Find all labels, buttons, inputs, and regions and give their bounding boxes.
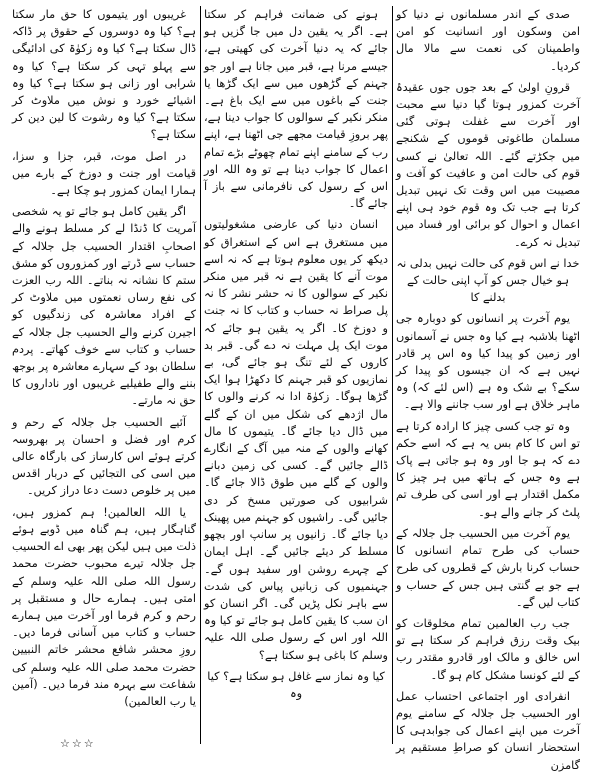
column-right — [392, 6, 584, 772]
end-ornament: ☆☆☆ — [60, 737, 96, 750]
paragraph: وہ تو جب کسی چیز کا ارادہ کرتا ہے تو اس کا کام بس یہ ہے کہ اسے حکم دے کہ ہو جا اور وہ ہو جاتی ہے پاک ہے وہ جس کے ہاتھ میں ہر چیز کا مکمل اقتدار ہے اور اسی کی طرف تم پلٹ کر جانے والے ہو۔ — [396, 419, 580, 519]
column-left — [8, 6, 200, 760]
paragraph: یوم آخرت پر انسانوں کو دوبارہ جی اٹھنا بلاشبہ ہے کیا وہ جس نے آسمانوں اور زمین کو پیدا کیا وہ اس پر قادر نہیں ہے کہ ان جیسوں کو پیدا کر سکے؟ بے شک وہ ہے (اس لئے کہ) وہ ماہر خلاق ہے اور سب جاننے والا ہے۔ — [396, 312, 580, 412]
paragraph: غریبوں اور یتیموں کا حق مار سکتا ہے؟ کیا وہ دوسروں کے حقوق پر ڈاکہ ڈال سکتا ہے؟ کیا وہ زکوٰۃ کی ادائیگی سے پہلو تہی کر سکتا ہے؟ کیا وہ شرابی اور زانی ہو سکتا ہے؟ کیا وہ اشیائے خورد و نوش میں ملاوٹ کر سکتا ہے؟ کیا وہ رشوت کا لین دین کر سکتا ہے؟ — [12, 8, 196, 142]
paragraph: صدی کے اندر مسلمانوں نے دنیا کو امن وسکون اور انسانیت کو امن واطمینان کی نعمت سے مالا مال کردیا۔ — [396, 8, 580, 73]
column-divider — [392, 6, 393, 744]
prayer-paragraph: یا اللہ العالمین! ہم کمزور ہیں، گناہگار ہیں، ہم گناہ میں ڈوبے ہوئے ذلت میں ہیں لیکن پھر بھی اے الحسیب جل جلالہ تیرے محبوب حضرت محمد رسول اللہ صلی اللہ علیہ وسلم کے امتی ہیں۔ ہمارے حال و مستقبل پر رحم و کرم فرما اور آخرت میں ہمارے حساب و کتاب میں آسانی فرما دیں۔ روزِ محشر شافع محشر خاتم النبیین حضرت محمد صلی اللہ علیہ وسلم کی شفاعت سے بہرہ مند فرما دیں۔ (آمین یا رب العالمین) — [12, 505, 196, 708]
column-middle — [200, 6, 392, 760]
paragraph: جب رب العالمین تمام مخلوقات کو بیک وقت رزق فراہم کر سکتا ہے تو اس خالق و مالک اور قادرو مقتدر رب کے لئے کونسا مشکل کام ہو گا۔ — [396, 616, 580, 682]
paragraph: قرونِ اولیٰ کے بعد جوں جوں عقیدۂ آخرت کمزور ہوتا گیا دنیا سے محبت اور آخرت سے غفلت ہوتی گئی مسلمان طاغوتی قوموں کے شکنجے میں جکڑتے گئے۔ اللہ تعالیٰ نے کسی قوم کی حالت امن و عافیت کو آفت و مصیبت میں اس وقت تک نہیں تبدیل کرتا ہے جب تک وہ قوم خود ہی اپنے اعمال و احوال کو برائی اور فساد میں تبدیل نہ کرے۔ — [396, 80, 580, 249]
paragraph: کیا وہ نماز سے غافل ہو سکتا ہے؟ کیا وہ — [207, 669, 385, 700]
paragraph: اگر یقین کامل ہو جائے تو یہ شخصی آمریت کا ڈنڈا لے کر مسلط ہونے والے اصحابِ اقتدار الحسیب جل جلالہ کے حساب سے ڈرتے اور کمزوروں کو مشق ستم کا نشانہ نہ بناتے۔ اللہ رب العزت کی نفع رساں نعمتوں میں ملاوٹ کر کے افراد معاشرہ کی زندگیوں کو اجیرن کرنے والے الحسیب جل جلالہ کے حساب و کتاب سے خوف کھاتے۔ پردم سلطان بود کے سہارے معاشرہ پر بوجھ بننے والے طفیلیے غریبوں اور ناداروں کا حق نہ مارتے۔ — [12, 205, 196, 408]
paragraph: ہونے کی ضمانت فراہم کر سکتا ہے۔ اگر یہ یقین دل میں جا گزیں ہو جائے کہ یہ دنیا آخرت کی کھیتی ہے، جیسے مرنا ہے، قبر میں جانا ہے اور جو جہنم کے گڑھوں میں سے ایک گڑھا یا جنت کے باغوں میں سے ایک باغ ہے۔ منکر نکیر کے سوالوں کا جواب دینا ہے، پھر بروزِ قیامت مجھے جی اٹھنا ہے، اپنے رب کے سامنے اپنے تمام چھوٹے بڑے تمام اعمال کا جواب دینا ہے تو وہ اللہ اور اس کے رسول کی نافرمانی سے باز آ جائے گا۔ — [204, 8, 388, 211]
paragraph: انسان دنیا کی عارضی مشغولیتوں میں مستغرق ہے اس کے استغراق کو دیکھ کر یوں معلوم ہوتا ہے کہ نہ اسے موت آنے کا یقین ہے نہ قبر میں منکر نکیر کے سوالوں کا نہ حشر نشر کا نہ پل صراط نہ حساب و کتاب کا نہ جنت و دوزخ کا۔ اگر یہ یقین ہو جائے کہ موت ایک پل مہلت نہ دے گی۔ قبر بد کاروں کے لئے تنگ ہو جائے گی، بے نمازیوں کو قبر جہنم کا دکھڑا ہوا ایک گڑھا ہوگا۔ زکوٰۃ ادا نہ کرنے والوں کا مال اژدھے کی شکل میں ان کے گلے میں ڈال دیا جائے گا۔ یتیموں کا مال کھانے والوں کے منہ میں آگ کے انگارے ڈالے جائیں گے۔ کسی کی زمین دبانے والوں کے گلے میں طوق ڈالا جائے گا۔ شرابیوں کی صورتیں مسخ کر دی جائیں گی۔ راشیوں کو جہنم میں پھینک دیا جائے گا۔ زانیوں پر سانپ اور بچھو مسلط کر دیئے جائیں گے۔ اہل ایمان کے چہرے روشن اور سفید ہوں گے۔ جہنمیوں کی زبانیں پیاس کی شدت سے باہر نکل پڑیں گی۔ اگر انسان کو ان سب کا یقین کامل ہو جائے تو کیا وہ اللہ اور اس کے رسول صلی اللہ علیہ وسلم کا باغی ہو سکتا ہے؟ — [204, 218, 388, 662]
paragraph: انفرادی اور اجتماعی احتساب عمل اور الحسیب جل جلالہ کے سامنے یوم آخرت میں اپنے اعمال کی جوابدہی کا استحضار انسان کو صراطِ مستقیم پر گامزن — [396, 689, 580, 772]
paragraph: یوم آخرت میں الحسیب جل جلالہ کے حساب کی طرح تمام انسانوں کا حساب کرنا بارش کے قطروں کی طرح ہے جو بے گنتی ہیں جس کے حساب و کتاب لیں گے۔ — [396, 526, 580, 609]
verse-paragraph: خدا نے اس قوم کی حالت نہیں بدلی نہ ہو خیال جس کو آپ اپنی حالت کے بدلنے کا — [396, 256, 580, 305]
paragraph: آئیے الحسیب جل جلالہ کے رحم و کرم اور فضل و احسان پر بھروسہ کرتے ہوئے اس کارساز کی بارگاہ عالی میں اسی کی التجائیں کے دربار اقدس میں پر خلوص دست دعا دراز کریں۔ — [12, 415, 196, 498]
paragraph: در اصل موت، قبر، جزا و سزا، قیامت اور جنت و دوزخ کے بارے میں ہمارا ایمان کمزور ہو چکا ہے۔ — [12, 149, 196, 198]
column-divider — [200, 6, 201, 744]
